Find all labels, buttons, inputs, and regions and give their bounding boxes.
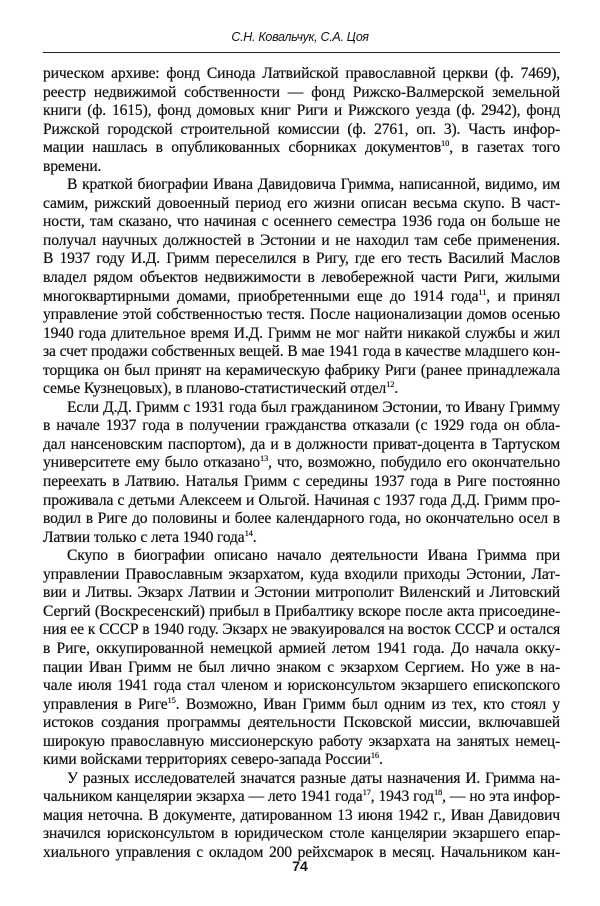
footnote-ref: 18 (433, 787, 443, 798)
footnote-ref: 12 (386, 379, 395, 390)
text-span: Латвии только с лета 1940 года (43, 528, 245, 546)
text-span: хиального управления с окладом 200 рейхсмарок в месяц. Начальником кан- (43, 843, 560, 861)
text-line (43, 640, 560, 659)
text-span: , — но эта инфор- (442, 788, 560, 806)
text-span: Сергий (Воскресенский) прибыл в Прибалтику вскоре после акта присоедине- (43, 602, 560, 620)
text-span: реестр недвижимой собственности — фонд Рижско-Валмерской земельной (43, 83, 560, 101)
text-span: управлении Православным экзархатом, куда входили приходы Эстонии, Лат- (43, 565, 560, 583)
header-rule (43, 52, 560, 53)
footnote-ref: 14 (244, 527, 253, 538)
text-span: 1940 года длительное время И.Д. Гримм не мог найти никакой службы и жил (43, 324, 560, 342)
text-span: кими войсками территориях северо-запада России (43, 751, 371, 769)
text-line (43, 733, 560, 752)
text-span: самим, рижский довоенный период его жизни описан весьма скупо. В част- (43, 194, 560, 212)
text-line (43, 325, 560, 344)
text-line (43, 288, 560, 307)
text-span: торщика он был принят на керамическую фабрику Риги (ранее принадлежала (43, 361, 560, 379)
footnote-ref: 16 (370, 750, 380, 761)
text-span: в Риге, оккупированной немецкой армией летом 1941 года. До начала окку- (43, 639, 560, 657)
text-span: мация неточна. В документе, датированном 13 июня 1942 г., Иван Давидович (43, 806, 560, 824)
text-line (43, 807, 560, 826)
text-line (43, 102, 560, 121)
text-line (43, 473, 560, 492)
footnote-ref: 17 (362, 787, 371, 798)
text-line (43, 529, 560, 548)
text-span: . (379, 751, 383, 769)
text-line (43, 213, 560, 232)
text-line (43, 399, 560, 418)
footnote-ref: 10 (441, 138, 450, 149)
text-line (43, 547, 560, 566)
text-span: , что, возможно, побудило его окончательно (268, 454, 560, 472)
text-line (43, 621, 560, 640)
text-span: многоквартирными домами, приобретенными еще до 1914 года (43, 287, 479, 305)
text-span: времени. (43, 157, 102, 175)
text-line (43, 250, 560, 269)
text-span: истоков создания программы деятельности Псковской миссии, включавшей (43, 714, 560, 732)
text-span: , 1943 год (370, 788, 434, 806)
text-span: В краткой биографии Ивана Давидовича Гримма, написанной, видимо, им (67, 176, 560, 194)
text-line (43, 436, 560, 455)
text-line (43, 454, 560, 473)
text-line (43, 269, 560, 288)
text-line (43, 677, 560, 696)
text-line (43, 362, 560, 381)
text-line (43, 584, 560, 603)
text-line (43, 696, 560, 715)
text-span: в начале 1937 года в получении гражданства отказали (с 1929 года он обла- (43, 417, 560, 435)
text-span: Рижской городской строительной комиссии (ф. 2761, оп. 3). Часть инфор- (43, 120, 560, 138)
text-line (43, 65, 560, 84)
text-span: владел рядом объектов недвижимости в левобережной части Риги, жилыми (43, 269, 560, 287)
footnote-ref: 13 (259, 453, 269, 464)
text-span: . (394, 380, 399, 398)
page-number: 74 (292, 858, 308, 874)
text-span: водил в Риге до половины и более календарного года, но окончательно осел в (43, 510, 560, 528)
text-span: Скупо в биографии описано начало деятельности Ивана Гримма при (67, 547, 560, 565)
text-line (43, 751, 560, 770)
text-span: управления в Риге (43, 695, 168, 713)
text-line (43, 417, 560, 436)
text-span: управление этой собственностью тестя. После национализации домов осенью (43, 306, 560, 324)
text-line (43, 825, 560, 844)
text-line (43, 195, 560, 214)
paragraph (43, 176, 560, 399)
text-line (43, 343, 560, 362)
text-span: широкую православную миссионерскую работу экзархата на занятых немец- (43, 732, 560, 750)
text-line (43, 492, 560, 511)
text-line (43, 788, 560, 807)
text-span: , и принял (486, 287, 560, 305)
text-span: У разных исследователей значатся разные даты назначения И. Гримма на- (67, 769, 560, 787)
paragraph (43, 547, 560, 770)
paragraph (43, 65, 560, 176)
text-span: переехать в Латвию. Наталья Гримм с середины 1937 года в Риге постоянно (43, 473, 560, 491)
text-line (43, 380, 560, 399)
text-span: . Возможно, Иван Гримм был одним из тех, кто стоял у (175, 695, 560, 713)
paragraph (43, 770, 560, 863)
text-line (43, 659, 560, 678)
text-span: проживала с детьми Алексеем и Ольгой. Начиная с 1937 года Д.Д. Гримм про- (43, 491, 560, 509)
text-line (43, 176, 560, 195)
text-line (43, 306, 560, 325)
text-line (43, 139, 560, 158)
text-line (43, 158, 560, 177)
text-span: ности, там сказано, что начиная с осеннего семестра 1936 года он больше не (43, 213, 560, 231)
text-line (43, 603, 560, 622)
text-span: чале июля 1941 года стал членом и юрисконсультом экзаршего епископского (43, 677, 560, 695)
text-line (43, 232, 560, 251)
text-line (43, 84, 560, 103)
running-header: С.Н. Ковальчук, С.А. Цоя (231, 30, 369, 44)
text-span: ния ее к СССР в 1940 году. Экзарх не эвакуировался на восток СССР и остался (43, 621, 560, 639)
text-span: . (252, 528, 257, 546)
footnote-ref: 15 (167, 694, 176, 705)
text-span: семье Кузнецовых), в планово-статистический отдел (43, 380, 387, 398)
text-span: чальником канцелярии экзарха — лето 1941 года (43, 788, 363, 806)
text-line (43, 510, 560, 529)
text-span: книги (ф. 1615), фонд домовых книг Риги и Рижского уезда (ф. 2942), фонд (43, 102, 560, 120)
footnote-ref: 11 (478, 286, 487, 297)
text-span: мации нашлась в опубликованных сборниках документов (43, 139, 442, 157)
text-span: , в газетах того (449, 139, 561, 157)
text-line (43, 770, 560, 789)
text-span: вии и Литвы. Экзарх Латвии и Эстонии митрополит Виленский и Литовский (43, 584, 560, 602)
text-span: университете ему было отказано (43, 454, 260, 472)
text-span: В 1937 году И.Д. Гримм переселился в Ригу, где его тесть Василий Маслов (43, 250, 560, 268)
text-span: за счет продажи собственных вещей. В мае 1941 года в качестве младшего кон- (43, 343, 560, 361)
text-span: рическом архиве: фонд Синода Латвийской православной церкви (ф. 7469), (43, 65, 560, 82)
text-span: пации Иван Гримм не был лично знаком с экзархом Сергием. Но уже в на- (43, 658, 560, 676)
text-span: дал нансеновским паспортом), да и в должности приват-доцента в Тартуском (43, 435, 560, 453)
text-span: значился юрисконсультом в юридическом столе канцелярии экзаршего епар- (43, 825, 560, 843)
text-line (43, 714, 560, 733)
body-text (43, 65, 560, 863)
text-line (43, 121, 560, 140)
text-line (43, 566, 560, 585)
text-span: получал научных должностей в Эстонии и не находил там себе применения. (43, 231, 560, 249)
paragraph (43, 399, 560, 547)
text-span: Если Д.Д. Гримм с 1931 года был гражданином Эстонии, то Ивану Гримму (67, 398, 560, 416)
